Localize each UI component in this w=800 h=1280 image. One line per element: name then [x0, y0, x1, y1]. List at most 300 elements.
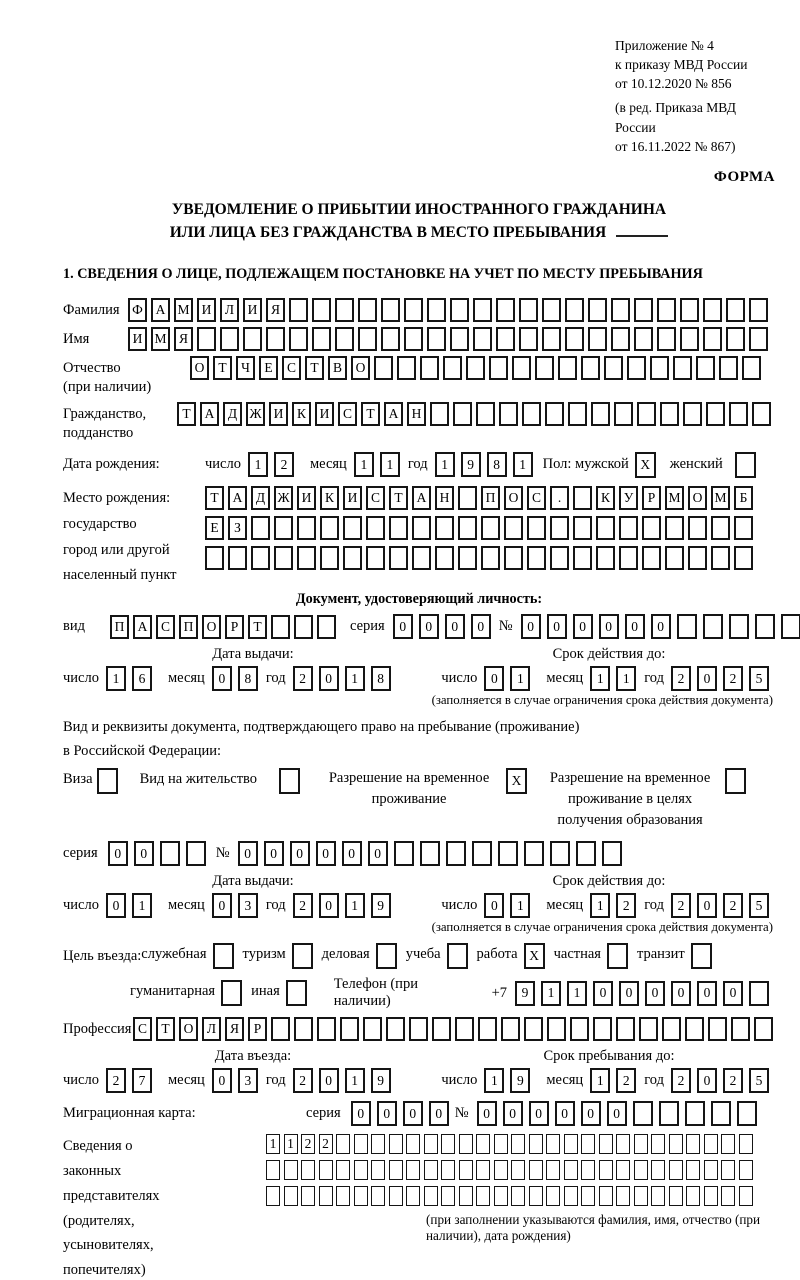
char-box[interactable] — [335, 327, 354, 351]
issue-month-input[interactable] — [212, 666, 264, 691]
char-box[interactable] — [565, 298, 584, 322]
char-box[interactable] — [412, 516, 431, 540]
char-box[interactable] — [634, 1186, 648, 1206]
char-box[interactable] — [558, 356, 577, 380]
char-box[interactable] — [519, 327, 538, 351]
char-box[interactable] — [633, 1101, 653, 1126]
work-checkbox[interactable] — [524, 943, 545, 969]
char-box[interactable] — [213, 943, 234, 969]
char-box[interactable] — [711, 546, 730, 570]
char-box[interactable] — [319, 1186, 333, 1206]
char-box[interactable]: П — [481, 486, 500, 510]
char-box[interactable]: Т — [248, 615, 267, 639]
char-box[interactable] — [424, 1134, 438, 1154]
char-box[interactable] — [450, 327, 469, 351]
char-box[interactable]: К — [292, 402, 311, 426]
char-box[interactable] — [366, 546, 385, 570]
char-box[interactable] — [271, 1017, 290, 1041]
char-box[interactable] — [381, 327, 400, 351]
char-box[interactable]: 2 — [319, 1134, 333, 1154]
char-box[interactable]: 9 — [461, 452, 481, 477]
char-box[interactable]: 0 — [697, 981, 717, 1006]
char-box[interactable]: . — [550, 486, 569, 510]
char-box[interactable] — [665, 516, 684, 540]
char-box[interactable] — [564, 1186, 578, 1206]
char-box[interactable] — [186, 841, 206, 866]
char-box[interactable] — [430, 402, 449, 426]
residence-valid-year-input[interactable] — [671, 893, 775, 918]
char-box[interactable]: 0 — [581, 1101, 601, 1126]
char-box[interactable] — [494, 1134, 508, 1154]
char-box[interactable]: 0 — [403, 1101, 423, 1126]
char-box[interactable]: Т — [361, 402, 380, 426]
char-box[interactable]: 0 — [529, 1101, 549, 1126]
char-box[interactable] — [737, 1101, 757, 1126]
char-box[interactable] — [504, 516, 523, 540]
phone-input[interactable] — [515, 981, 775, 1006]
char-box[interactable]: 0 — [212, 893, 232, 918]
char-box[interactable]: И — [315, 402, 334, 426]
residence-valid-day-input[interactable] — [484, 893, 536, 918]
char-box[interactable]: Ж — [246, 402, 265, 426]
char-box[interactable] — [289, 298, 308, 322]
char-box[interactable] — [545, 402, 564, 426]
char-box[interactable] — [336, 1134, 350, 1154]
char-box[interactable] — [680, 298, 699, 322]
char-box[interactable] — [301, 1160, 315, 1180]
char-box[interactable] — [251, 546, 270, 570]
birthplace-line3-input[interactable] — [205, 546, 757, 570]
char-box[interactable] — [427, 298, 446, 322]
char-box[interactable]: 0 — [521, 614, 541, 639]
char-box[interactable] — [568, 402, 587, 426]
char-box[interactable] — [542, 298, 561, 322]
char-box[interactable] — [739, 1134, 753, 1154]
char-box[interactable]: А — [228, 486, 247, 510]
char-box[interactable] — [546, 1160, 560, 1180]
char-box[interactable] — [450, 298, 469, 322]
char-box[interactable] — [284, 1186, 298, 1206]
char-box[interactable] — [719, 356, 738, 380]
char-box[interactable] — [443, 356, 462, 380]
char-box[interactable]: 1 — [266, 1134, 280, 1154]
char-box[interactable]: 2 — [616, 893, 636, 918]
char-box[interactable]: Р — [225, 615, 244, 639]
char-box[interactable] — [432, 1017, 451, 1041]
char-box[interactable] — [591, 402, 610, 426]
char-box[interactable]: 1 — [284, 1134, 298, 1154]
char-box[interactable] — [711, 516, 730, 540]
char-box[interactable] — [749, 981, 769, 1006]
char-box[interactable] — [447, 943, 468, 969]
char-box[interactable] — [205, 546, 224, 570]
char-box[interactable]: 9 — [515, 981, 535, 1006]
char-box[interactable]: 0 — [645, 981, 665, 1006]
char-box[interactable] — [619, 546, 638, 570]
char-box[interactable] — [459, 1134, 473, 1154]
char-box[interactable] — [97, 768, 118, 794]
char-box[interactable] — [669, 1160, 683, 1180]
char-box[interactable] — [616, 1134, 630, 1154]
char-box[interactable]: 0 — [671, 981, 691, 1006]
char-box[interactable] — [441, 1160, 455, 1180]
char-box[interactable]: 0 — [651, 614, 671, 639]
char-box[interactable]: 1 — [590, 666, 610, 691]
char-box[interactable] — [683, 402, 702, 426]
char-box[interactable]: 1 — [541, 981, 561, 1006]
char-box[interactable] — [511, 1186, 525, 1206]
patronymic-input[interactable] — [190, 356, 765, 380]
char-box[interactable] — [721, 1160, 735, 1180]
char-box[interactable] — [573, 546, 592, 570]
char-box[interactable]: 1 — [590, 893, 610, 918]
char-box[interactable]: 0 — [264, 841, 284, 866]
char-box[interactable] — [704, 1134, 718, 1154]
char-box[interactable] — [292, 943, 313, 969]
char-box[interactable]: 0 — [503, 1101, 523, 1126]
char-box[interactable] — [665, 546, 684, 570]
char-box[interactable]: С — [156, 615, 175, 639]
char-box[interactable]: О — [179, 1017, 198, 1041]
char-box[interactable] — [504, 546, 523, 570]
surname-input[interactable] — [128, 298, 772, 322]
char-box[interactable] — [466, 356, 485, 380]
char-box[interactable] — [279, 768, 300, 794]
char-box[interactable]: 0 — [573, 614, 593, 639]
char-box[interactable] — [581, 1134, 595, 1154]
char-box[interactable] — [542, 327, 561, 351]
char-box[interactable] — [511, 1160, 525, 1180]
char-box[interactable]: 0 — [607, 1101, 627, 1126]
char-box[interactable] — [685, 1017, 704, 1041]
char-box[interactable] — [634, 1134, 648, 1154]
birthplace-line2-input[interactable] — [205, 516, 757, 540]
char-box[interactable] — [274, 546, 293, 570]
char-box[interactable] — [749, 327, 768, 351]
char-box[interactable]: 0 — [471, 614, 491, 639]
char-box[interactable] — [473, 298, 492, 322]
char-box[interactable] — [581, 1160, 595, 1180]
title-blank-underline[interactable] — [616, 235, 668, 237]
char-box[interactable]: 1 — [345, 666, 365, 691]
char-box[interactable] — [616, 1186, 630, 1206]
char-box[interactable] — [627, 356, 646, 380]
char-box[interactable] — [494, 1186, 508, 1206]
char-box[interactable] — [703, 614, 723, 639]
char-box[interactable]: 0 — [377, 1101, 397, 1126]
char-box[interactable] — [688, 546, 707, 570]
char-box[interactable]: 0 — [419, 614, 439, 639]
char-box[interactable]: О — [351, 356, 370, 380]
migration-series-input[interactable] — [351, 1101, 455, 1126]
char-box[interactable]: Д — [223, 402, 242, 426]
char-box[interactable]: 0 — [477, 1101, 497, 1126]
char-box[interactable]: И — [297, 486, 316, 510]
char-box[interactable] — [696, 356, 715, 380]
study-checkbox[interactable] — [447, 943, 468, 969]
char-box[interactable] — [404, 298, 423, 322]
char-box[interactable] — [742, 356, 761, 380]
char-box[interactable]: 5 — [749, 893, 769, 918]
char-box[interactable] — [546, 1186, 560, 1206]
char-box[interactable]: О — [190, 356, 209, 380]
char-box[interactable] — [498, 841, 518, 866]
char-box[interactable] — [611, 298, 630, 322]
char-box[interactable] — [535, 356, 554, 380]
char-box[interactable] — [441, 1186, 455, 1206]
char-box[interactable] — [752, 402, 771, 426]
char-box[interactable]: 0 — [555, 1101, 575, 1126]
char-box[interactable] — [160, 841, 180, 866]
char-box[interactable] — [729, 614, 749, 639]
char-box[interactable]: 0 — [212, 666, 232, 691]
char-box[interactable]: А — [200, 402, 219, 426]
char-box[interactable]: 2 — [301, 1134, 315, 1154]
char-box[interactable]: 2 — [293, 893, 313, 918]
char-box[interactable]: 0 — [319, 666, 339, 691]
char-box[interactable] — [435, 516, 454, 540]
char-box[interactable]: 0 — [697, 1068, 717, 1093]
char-box[interactable]: П — [179, 615, 198, 639]
char-box[interactable] — [266, 1160, 280, 1180]
char-box[interactable] — [734, 516, 753, 540]
char-box[interactable]: 0 — [319, 1068, 339, 1093]
char-box[interactable] — [522, 402, 541, 426]
char-box[interactable] — [669, 1186, 683, 1206]
char-box[interactable]: 1 — [435, 452, 455, 477]
char-box[interactable]: 2 — [723, 893, 743, 918]
sex-female-checkbox[interactable] — [735, 452, 756, 478]
char-box[interactable] — [650, 356, 669, 380]
char-box[interactable] — [381, 298, 400, 322]
temp-residence-checkbox[interactable] — [506, 768, 527, 794]
char-box[interactable] — [611, 327, 630, 351]
char-box[interactable] — [481, 516, 500, 540]
representatives-line3-input[interactable] — [266, 1186, 775, 1206]
issue-day-input[interactable] — [106, 666, 158, 691]
char-box[interactable]: К — [596, 486, 615, 510]
char-box[interactable] — [386, 1017, 405, 1041]
char-box[interactable]: Н — [407, 402, 426, 426]
char-box[interactable] — [734, 546, 753, 570]
char-box[interactable] — [371, 1134, 385, 1154]
char-box[interactable] — [634, 1160, 648, 1180]
char-box[interactable]: 8 — [487, 452, 507, 477]
char-box[interactable] — [688, 516, 707, 540]
char-box[interactable] — [703, 298, 722, 322]
char-box[interactable]: 0 — [697, 666, 717, 691]
name-input[interactable] — [128, 327, 772, 351]
char-box[interactable] — [519, 298, 538, 322]
char-box[interactable] — [476, 1134, 490, 1154]
char-box[interactable] — [473, 327, 492, 351]
char-box[interactable] — [686, 1160, 700, 1180]
char-box[interactable] — [312, 327, 331, 351]
char-box[interactable] — [494, 1160, 508, 1180]
char-box[interactable] — [366, 516, 385, 540]
char-box[interactable]: Я — [266, 298, 285, 322]
char-box[interactable] — [397, 356, 416, 380]
stay-month-input[interactable] — [590, 1068, 642, 1093]
char-box[interactable]: 8 — [371, 666, 391, 691]
char-box[interactable] — [489, 356, 508, 380]
char-box[interactable]: 1 — [510, 893, 530, 918]
char-box[interactable]: 9 — [371, 893, 391, 918]
char-box[interactable]: Л — [202, 1017, 221, 1041]
char-box[interactable] — [458, 546, 477, 570]
char-box[interactable] — [221, 980, 242, 1006]
char-box[interactable] — [781, 614, 800, 639]
char-box[interactable]: Л — [220, 298, 239, 322]
char-box[interactable]: Т — [213, 356, 232, 380]
char-box[interactable] — [394, 841, 414, 866]
sex-male-checkbox[interactable] — [635, 452, 656, 478]
char-box[interactable]: 2 — [723, 1068, 743, 1093]
char-box[interactable]: С — [133, 1017, 152, 1041]
char-box[interactable]: 1 — [590, 1068, 610, 1093]
char-box[interactable]: У — [619, 486, 638, 510]
char-box[interactable]: В — [328, 356, 347, 380]
char-box[interactable] — [735, 452, 756, 478]
char-box[interactable] — [354, 1186, 368, 1206]
char-box[interactable]: 1 — [510, 666, 530, 691]
char-box[interactable]: К — [320, 486, 339, 510]
birth-month-input[interactable] — [354, 452, 406, 477]
char-box[interactable] — [476, 1160, 490, 1180]
char-box[interactable] — [197, 327, 216, 351]
char-box[interactable] — [524, 1017, 543, 1041]
residence-issue-day-input[interactable] — [106, 893, 158, 918]
char-box[interactable] — [301, 1186, 315, 1206]
char-box[interactable] — [588, 327, 607, 351]
char-box[interactable] — [637, 402, 656, 426]
char-box[interactable] — [266, 1186, 280, 1206]
char-box[interactable]: Р — [248, 1017, 267, 1041]
char-box[interactable]: 0 — [484, 666, 504, 691]
char-box[interactable]: 9 — [371, 1068, 391, 1093]
char-box[interactable] — [499, 402, 518, 426]
char-box[interactable]: 2 — [671, 666, 691, 691]
char-box[interactable] — [564, 1134, 578, 1154]
char-box[interactable] — [680, 327, 699, 351]
char-box[interactable] — [703, 327, 722, 351]
residence-valid-month-input[interactable] — [590, 893, 642, 918]
char-box[interactable]: 1 — [616, 666, 636, 691]
char-box[interactable] — [476, 402, 495, 426]
char-box[interactable] — [731, 1017, 750, 1041]
char-box[interactable] — [749, 298, 768, 322]
char-box[interactable]: З — [228, 516, 247, 540]
char-box[interactable] — [317, 1017, 336, 1041]
char-box[interactable]: 1 — [513, 452, 533, 477]
char-box[interactable] — [686, 1134, 700, 1154]
char-box[interactable] — [607, 943, 628, 969]
char-box[interactable] — [529, 1160, 543, 1180]
char-box[interactable]: 2 — [723, 666, 743, 691]
char-box[interactable]: 8 — [238, 666, 258, 691]
stay-year-input[interactable] — [671, 1068, 775, 1093]
residence-issue-month-input[interactable] — [212, 893, 264, 918]
char-box[interactable] — [294, 615, 313, 639]
char-box[interactable]: Д — [251, 486, 270, 510]
char-box[interactable] — [651, 1160, 665, 1180]
char-box[interactable] — [320, 516, 339, 540]
char-box[interactable] — [389, 516, 408, 540]
char-box[interactable] — [657, 327, 676, 351]
char-box[interactable]: А — [133, 615, 152, 639]
char-box[interactable]: С — [338, 402, 357, 426]
char-box[interactable]: 0 — [547, 614, 567, 639]
char-box[interactable] — [754, 1017, 773, 1041]
char-box[interactable] — [662, 1017, 681, 1041]
char-box[interactable]: Ч — [236, 356, 255, 380]
char-box[interactable]: 0 — [429, 1101, 449, 1126]
char-box[interactable]: 0 — [625, 614, 645, 639]
char-box[interactable]: 2 — [671, 893, 691, 918]
char-box[interactable] — [319, 1160, 333, 1180]
char-box[interactable]: 5 — [749, 666, 769, 691]
char-box[interactable] — [706, 402, 725, 426]
char-box[interactable] — [596, 516, 615, 540]
char-box[interactable] — [297, 516, 316, 540]
char-box[interactable] — [570, 1017, 589, 1041]
char-box[interactable] — [354, 1134, 368, 1154]
char-box[interactable]: 2 — [274, 452, 294, 477]
char-box[interactable] — [547, 1017, 566, 1041]
char-box[interactable]: 0 — [697, 893, 717, 918]
birthplace-line1-input[interactable] — [205, 486, 757, 510]
char-box[interactable]: 0 — [619, 981, 639, 1006]
char-box[interactable]: 2 — [106, 1068, 126, 1093]
char-box[interactable] — [721, 1186, 735, 1206]
char-box[interactable] — [441, 1134, 455, 1154]
char-box[interactable] — [297, 546, 316, 570]
char-box[interactable]: Т — [177, 402, 196, 426]
other-checkbox[interactable] — [286, 980, 307, 1006]
char-box[interactable]: 0 — [445, 614, 465, 639]
char-box[interactable] — [614, 402, 633, 426]
char-box[interactable] — [581, 356, 600, 380]
char-box[interactable]: С — [366, 486, 385, 510]
char-box[interactable]: 1 — [380, 452, 400, 477]
char-box[interactable] — [427, 327, 446, 351]
char-box[interactable]: 2 — [616, 1068, 636, 1093]
char-box[interactable]: 0 — [393, 614, 413, 639]
char-box[interactable] — [573, 516, 592, 540]
char-box[interactable]: 2 — [293, 1068, 313, 1093]
citizenship-input[interactable] — [177, 402, 775, 426]
char-box[interactable] — [634, 327, 653, 351]
char-box[interactable] — [476, 1186, 490, 1206]
char-box[interactable] — [317, 615, 336, 639]
residence-issue-year-input[interactable] — [293, 893, 397, 918]
char-box[interactable] — [527, 516, 546, 540]
char-box[interactable] — [371, 1160, 385, 1180]
char-box[interactable] — [389, 1186, 403, 1206]
char-box[interactable]: Т — [305, 356, 324, 380]
char-box[interactable] — [524, 841, 544, 866]
char-box[interactable]: 0 — [484, 893, 504, 918]
valid-day-input[interactable] — [484, 666, 536, 691]
char-box[interactable] — [336, 1160, 350, 1180]
char-box[interactable] — [565, 327, 584, 351]
char-box[interactable]: 1 — [345, 893, 365, 918]
char-box[interactable] — [424, 1160, 438, 1180]
char-box[interactable] — [376, 943, 397, 969]
char-box[interactable] — [284, 1160, 298, 1180]
char-box[interactable] — [358, 327, 377, 351]
humanitarian-checkbox[interactable] — [221, 980, 242, 1006]
